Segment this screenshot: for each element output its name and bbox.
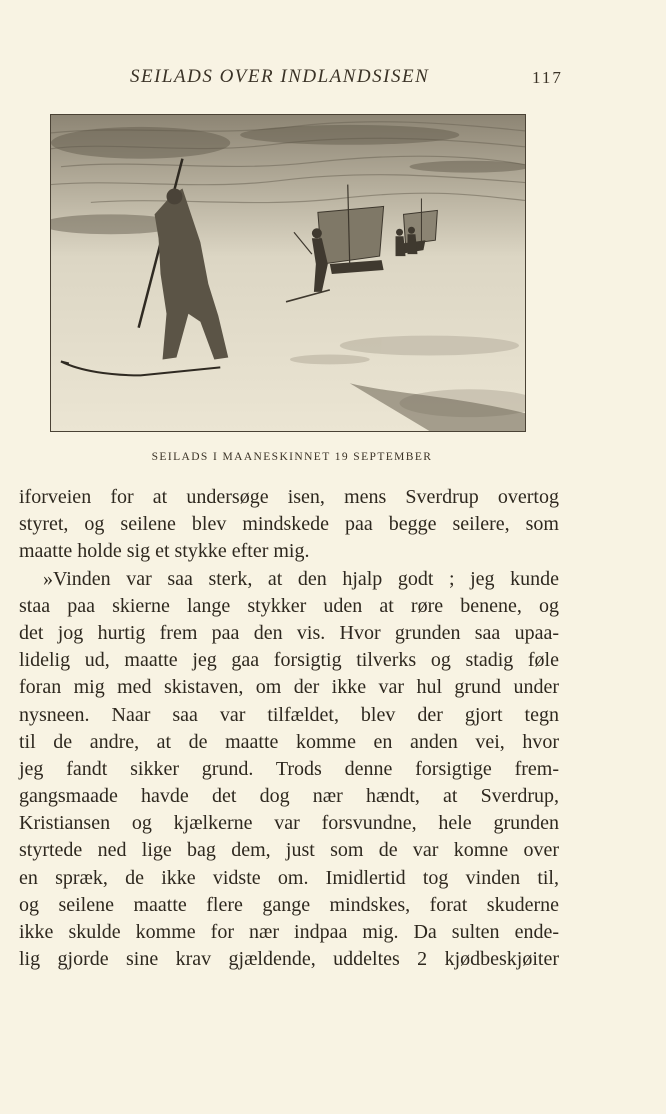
text-line: styret, og seilene blev mindskede paa begge seilere, som [19,513,559,536]
text-line: foran mig med skistaven, om der ikke var hul grund under [19,676,559,699]
text-line: nysneen. Naar saa var tilfældet, blev der gjort tegn [19,703,559,726]
text-line: »Vinden var saa sterk, at den hjalp godt ; jeg kunde [43,567,559,590]
text-line: ikke skulde komme for nær indpaa mig. Da sulten ende- [19,921,559,943]
figure-caption: SEILADS I MAANESKINNET 19 SEPTEMBER [151,451,433,463]
text-line: jeg fandt sikker grund. Trods denne forsigtige frem- [19,757,559,780]
engraving-sledges-on-ice [51,115,525,431]
illustration [50,114,526,432]
text-line: styrtede ned lige bag dem, just som de var komne over [19,839,559,862]
page-number: 117 [532,68,563,87]
text-line: en spræk, de ikke vidste om. Imidlertid tog vinden til, [19,866,559,889]
text-line: og seilene maatte flere gange mindskes, forat skuderne [19,893,559,916]
text-line: gangsmaade havde det dog nær hændt, at Sverdrup, [19,785,559,808]
running-title: SEILADS OVER INDLANDSISEN [130,66,430,87]
text-line: lig gjorde sine krav gjældende, uddeltes 2 kjødbeskjøiter [19,948,559,971]
text-line: maatte holde sig et stykke efter mig. [19,540,310,563]
text-line: lidelig ud, maatte jeg gaa forsigtig tilverks og stadig føle [19,649,559,672]
text-line: staa paa skierne lange stykker uden at røre benene, og [19,594,559,617]
text-line: det jog hurtig frem paa den vis. Hvor grunden saa upaa- [19,621,559,644]
text-line: iforveien for at undersøge isen, mens Sverdrup overtog [19,486,559,508]
text-line: til de andre, at de maatte komme en anden vei, hvor [19,730,559,753]
body-text [19,484,559,973]
text-line: Kristiansen og kjælkerne var forsvundne, hele grunden [19,812,559,835]
